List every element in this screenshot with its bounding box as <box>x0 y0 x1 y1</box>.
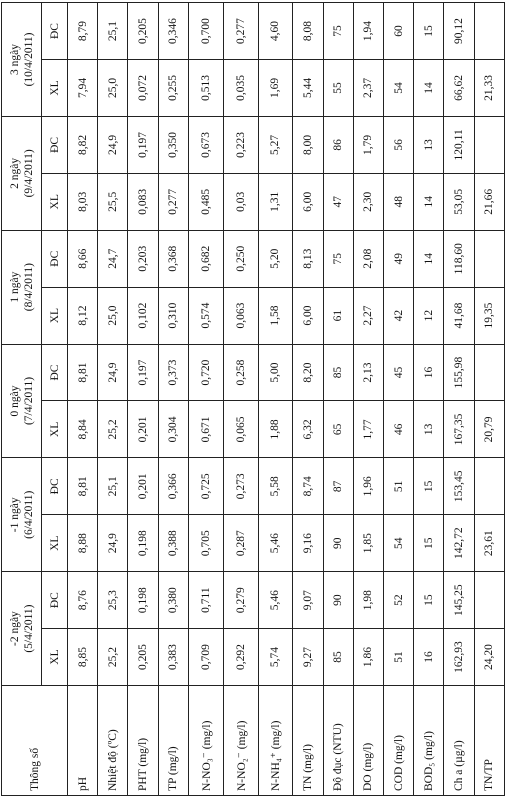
value-cell: 0,279 <box>223 572 258 629</box>
value-cell: 87 <box>323 458 353 515</box>
value-cell: 0,574 <box>188 287 223 344</box>
value-cell: 0,258 <box>223 344 258 401</box>
value-cell: 0,277 <box>158 173 188 230</box>
value-cell: 2,37 <box>353 60 383 117</box>
value-cell: 118,60 <box>444 230 474 287</box>
parameter-name: PHT (mg/l) <box>128 686 158 796</box>
value-cell: 0,102 <box>128 287 158 344</box>
day-date: (5/4/2011) <box>22 604 35 653</box>
value-cell: 24,9 <box>98 344 128 401</box>
value-cell: 1,79 <box>353 116 383 173</box>
value-cell <box>474 230 504 287</box>
value-cell: 0,072 <box>128 60 158 117</box>
value-cell: 0,287 <box>223 515 258 572</box>
day-header <box>2 3 42 117</box>
value-cell: 1,85 <box>353 515 383 572</box>
value-cell: 0,380 <box>158 572 188 629</box>
value-cell: 1,96 <box>353 458 383 515</box>
day-label: -2 ngày <box>8 611 21 646</box>
day-label: 3 ngày <box>8 43 21 75</box>
value-cell: 0,201 <box>128 458 158 515</box>
value-cell: 15 <box>414 3 444 60</box>
value-cell: 0,513 <box>188 60 223 117</box>
value-cell: 0,198 <box>128 515 158 572</box>
value-cell: 1,98 <box>353 572 383 629</box>
value-cell: 0,205 <box>128 629 158 686</box>
value-cell: 5,46 <box>258 572 293 629</box>
day-date: (7/4/2011) <box>22 376 35 426</box>
day-header <box>2 344 42 458</box>
value-cell: 65 <box>323 401 353 458</box>
value-cell: 8,03 <box>68 173 98 230</box>
value-cell: 48 <box>384 173 414 230</box>
value-cell <box>474 458 504 515</box>
value-cell: 8,88 <box>68 515 98 572</box>
sub-header: XL <box>42 629 68 686</box>
value-cell: 1,58 <box>258 287 293 344</box>
value-cell: 15 <box>414 515 444 572</box>
value-cell: 5,20 <box>258 230 293 287</box>
value-cell: 25,2 <box>98 401 128 458</box>
value-cell: 15 <box>414 572 444 629</box>
value-cell: 0,250 <box>223 230 258 287</box>
value-cell: 85 <box>323 629 353 686</box>
value-cell: 0,485 <box>188 173 223 230</box>
table-row <box>474 3 504 796</box>
sub-header: XL <box>42 515 68 572</box>
value-cell: 2,27 <box>353 287 383 344</box>
value-cell: 1,86 <box>353 629 383 686</box>
day-header <box>2 116 42 230</box>
value-cell: 8,08 <box>293 3 323 60</box>
value-cell: 0,292 <box>223 629 258 686</box>
day-header <box>2 458 42 572</box>
parameter-name: Ch a (µg/l) <box>444 686 474 796</box>
value-cell: 25,5 <box>98 173 128 230</box>
value-cell: 8,81 <box>68 458 98 515</box>
value-cell: 75 <box>323 3 353 60</box>
value-cell: 8,12 <box>68 287 98 344</box>
value-cell: 60 <box>384 3 414 60</box>
value-cell: 153,45 <box>444 458 474 515</box>
value-cell: 8,13 <box>293 230 323 287</box>
parameter-name: BOD₅ (mg/l) <box>414 686 444 796</box>
value-cell: 9,27 <box>293 629 323 686</box>
value-cell: 5,27 <box>258 116 293 173</box>
table-row <box>98 3 128 796</box>
value-cell: 1,77 <box>353 401 383 458</box>
value-cell: 8,84 <box>68 401 98 458</box>
day-date: (6/4/2011) <box>22 490 35 539</box>
value-cell: 0,197 <box>128 344 158 401</box>
parameter-name: TN (mg/l) <box>293 686 323 796</box>
value-cell: 8,76 <box>68 572 98 629</box>
table-row <box>384 3 414 796</box>
value-cell: 155,98 <box>444 344 474 401</box>
value-cell: 90 <box>323 515 353 572</box>
sub-header: ĐC <box>42 458 68 515</box>
value-cell: 6,32 <box>293 401 323 458</box>
value-cell: 54 <box>384 60 414 117</box>
day-header <box>2 572 42 686</box>
value-cell <box>474 572 504 629</box>
sub-header: ĐC <box>42 572 68 629</box>
value-cell: 9,16 <box>293 515 323 572</box>
table-row <box>68 3 98 796</box>
parameter-name: TN/TP <box>474 686 504 796</box>
value-cell: 42 <box>384 287 414 344</box>
value-cell: 1,31 <box>258 173 293 230</box>
value-cell: 16 <box>414 344 444 401</box>
value-cell: 54 <box>384 515 414 572</box>
value-cell: 1,94 <box>353 3 383 60</box>
day-date: (9/4/2011) <box>22 149 35 198</box>
sub-header: XL <box>42 60 68 117</box>
value-cell: 0,388 <box>158 515 188 572</box>
value-cell: 25,1 <box>98 3 128 60</box>
value-cell: 6,00 <box>293 287 323 344</box>
parameter-name: N-NO₂⁻ (mg/l) <box>223 686 258 796</box>
value-cell: 19,35 <box>474 287 504 344</box>
value-cell: 0,711 <box>188 572 223 629</box>
value-cell: 8,74 <box>293 458 323 515</box>
parameter-name: Độ đục (NTU) <box>323 686 353 796</box>
value-cell: 2,30 <box>353 173 383 230</box>
value-cell: 13 <box>414 401 444 458</box>
value-cell: 0,198 <box>128 572 158 629</box>
value-cell: 5,00 <box>258 344 293 401</box>
table-row <box>323 3 353 796</box>
sub-header: ĐC <box>42 3 68 60</box>
value-cell: 0,201 <box>128 401 158 458</box>
value-cell: 1,69 <box>258 60 293 117</box>
day-label: 0 ngày <box>8 385 21 417</box>
value-cell: 0,063 <box>223 287 258 344</box>
value-cell: 61 <box>323 287 353 344</box>
value-cell: 8,82 <box>68 116 98 173</box>
value-cell: 142,72 <box>444 515 474 572</box>
corner-header: Thông số <box>2 686 68 796</box>
water-quality-table <box>1 2 505 796</box>
value-cell: 0,03 <box>223 173 258 230</box>
value-cell: 13 <box>414 116 444 173</box>
day-date: (10/4/2011) <box>22 32 35 87</box>
value-cell: 0,671 <box>188 401 223 458</box>
value-cell: 16 <box>414 629 444 686</box>
parameter-name: COD (mg/l) <box>384 686 414 796</box>
parameter-name: N-NH₄⁺ (mg/l) <box>258 686 293 796</box>
value-cell: 0,304 <box>158 401 188 458</box>
sub-header: ĐC <box>42 230 68 287</box>
sub-header: XL <box>42 287 68 344</box>
value-cell: 47 <box>323 173 353 230</box>
value-cell: 120,11 <box>444 116 474 173</box>
value-cell: 5,74 <box>258 629 293 686</box>
value-cell: 0,725 <box>188 458 223 515</box>
value-cell: 167,35 <box>444 401 474 458</box>
value-cell: 21,66 <box>474 173 504 230</box>
parameter-name: DO (mg/l) <box>353 686 383 796</box>
table-row <box>188 3 223 796</box>
parameter-name: pH <box>68 686 98 796</box>
day-date: (8/4/2011) <box>22 263 35 312</box>
value-cell: 15 <box>414 458 444 515</box>
value-cell: 24,9 <box>98 515 128 572</box>
value-cell: 25,3 <box>98 572 128 629</box>
value-cell: 25,0 <box>98 287 128 344</box>
value-cell: 0,673 <box>188 116 223 173</box>
value-cell: 162,93 <box>444 629 474 686</box>
value-cell: 55 <box>323 60 353 117</box>
value-cell: 45 <box>384 344 414 401</box>
table-row <box>414 3 444 796</box>
value-cell: 0,310 <box>158 287 188 344</box>
value-cell: 0,720 <box>188 344 223 401</box>
value-cell: 0,368 <box>158 230 188 287</box>
value-cell: 0,366 <box>158 458 188 515</box>
value-cell: 0,373 <box>158 344 188 401</box>
value-cell: 0,035 <box>223 60 258 117</box>
value-cell: 51 <box>384 629 414 686</box>
value-cell: 0,277 <box>223 3 258 60</box>
value-cell: 90 <box>323 572 353 629</box>
header-row-days <box>2 3 42 796</box>
value-cell: 24,9 <box>98 116 128 173</box>
value-cell <box>474 344 504 401</box>
table-row <box>128 3 158 796</box>
day-label: 1 ngày <box>8 271 21 303</box>
table-body <box>68 3 505 796</box>
value-cell: 2,08 <box>353 230 383 287</box>
value-cell: 49 <box>384 230 414 287</box>
value-cell: 8,20 <box>293 344 323 401</box>
value-cell: 0,203 <box>128 230 158 287</box>
table-row <box>258 3 293 796</box>
value-cell: 25,1 <box>98 458 128 515</box>
value-cell <box>474 116 504 173</box>
value-cell: 56 <box>384 116 414 173</box>
value-cell: 75 <box>323 230 353 287</box>
value-cell: 53,05 <box>444 173 474 230</box>
value-cell: 0,083 <box>128 173 158 230</box>
value-cell: 0,255 <box>158 60 188 117</box>
table-row <box>158 3 188 796</box>
value-cell: 0,273 <box>223 458 258 515</box>
value-cell: 0,223 <box>223 116 258 173</box>
value-cell: 20,79 <box>474 401 504 458</box>
value-cell: 0,383 <box>158 629 188 686</box>
value-cell: 8,79 <box>68 3 98 60</box>
value-cell: 90,12 <box>444 3 474 60</box>
value-cell: 5,58 <box>258 458 293 515</box>
value-cell: 4,60 <box>258 3 293 60</box>
value-cell: 41,68 <box>444 287 474 344</box>
value-cell: 14 <box>414 173 444 230</box>
value-cell: 8,66 <box>68 230 98 287</box>
parameter-name: TP (mg/l) <box>158 686 188 796</box>
value-cell: 12 <box>414 287 444 344</box>
table-row <box>293 3 323 796</box>
value-cell: 0,350 <box>158 116 188 173</box>
sub-header: ĐC <box>42 116 68 173</box>
value-cell: 52 <box>384 572 414 629</box>
parameter-name: Nhiệt độ (ºC) <box>98 686 128 796</box>
value-cell: 0,205 <box>128 3 158 60</box>
value-cell: 8,00 <box>293 116 323 173</box>
day-label: 2 ngày <box>8 157 21 189</box>
value-cell: 0,346 <box>158 3 188 60</box>
value-cell: 21,33 <box>474 60 504 117</box>
value-cell: 66,62 <box>444 60 474 117</box>
value-cell: 8,85 <box>68 629 98 686</box>
value-cell: 9,07 <box>293 572 323 629</box>
value-cell: 25,2 <box>98 629 128 686</box>
value-cell: 46 <box>384 401 414 458</box>
value-cell: 1,88 <box>258 401 293 458</box>
value-cell <box>474 3 504 60</box>
value-cell: 0,682 <box>188 230 223 287</box>
table-row <box>353 3 383 796</box>
sub-header: XL <box>42 401 68 458</box>
value-cell: 0,197 <box>128 116 158 173</box>
value-cell: 86 <box>323 116 353 173</box>
value-cell: 0,705 <box>188 515 223 572</box>
header-row-sub <box>42 3 68 796</box>
value-cell: 5,44 <box>293 60 323 117</box>
sub-header: ĐC <box>42 344 68 401</box>
value-cell: 0,709 <box>188 629 223 686</box>
value-cell: 2,13 <box>353 344 383 401</box>
table-row <box>444 3 474 796</box>
value-cell: 8,81 <box>68 344 98 401</box>
day-header <box>2 230 42 344</box>
value-cell: 51 <box>384 458 414 515</box>
sub-header: XL <box>42 173 68 230</box>
value-cell: 24,20 <box>474 629 504 686</box>
value-cell: 0,700 <box>188 3 223 60</box>
value-cell: 0,065 <box>223 401 258 458</box>
value-cell: 6,00 <box>293 173 323 230</box>
value-cell: 23,61 <box>474 515 504 572</box>
value-cell: 145,25 <box>444 572 474 629</box>
value-cell: 24,7 <box>98 230 128 287</box>
value-cell: 5,46 <box>258 515 293 572</box>
value-cell: 85 <box>323 344 353 401</box>
value-cell: 14 <box>414 230 444 287</box>
value-cell: 7,94 <box>68 60 98 117</box>
table-row <box>223 3 258 796</box>
value-cell: 25,0 <box>98 60 128 117</box>
day-label: -1 ngày <box>8 497 21 533</box>
value-cell: 14 <box>414 60 444 117</box>
parameter-name: N-NO₃⁻ (mg/l) <box>188 686 223 796</box>
